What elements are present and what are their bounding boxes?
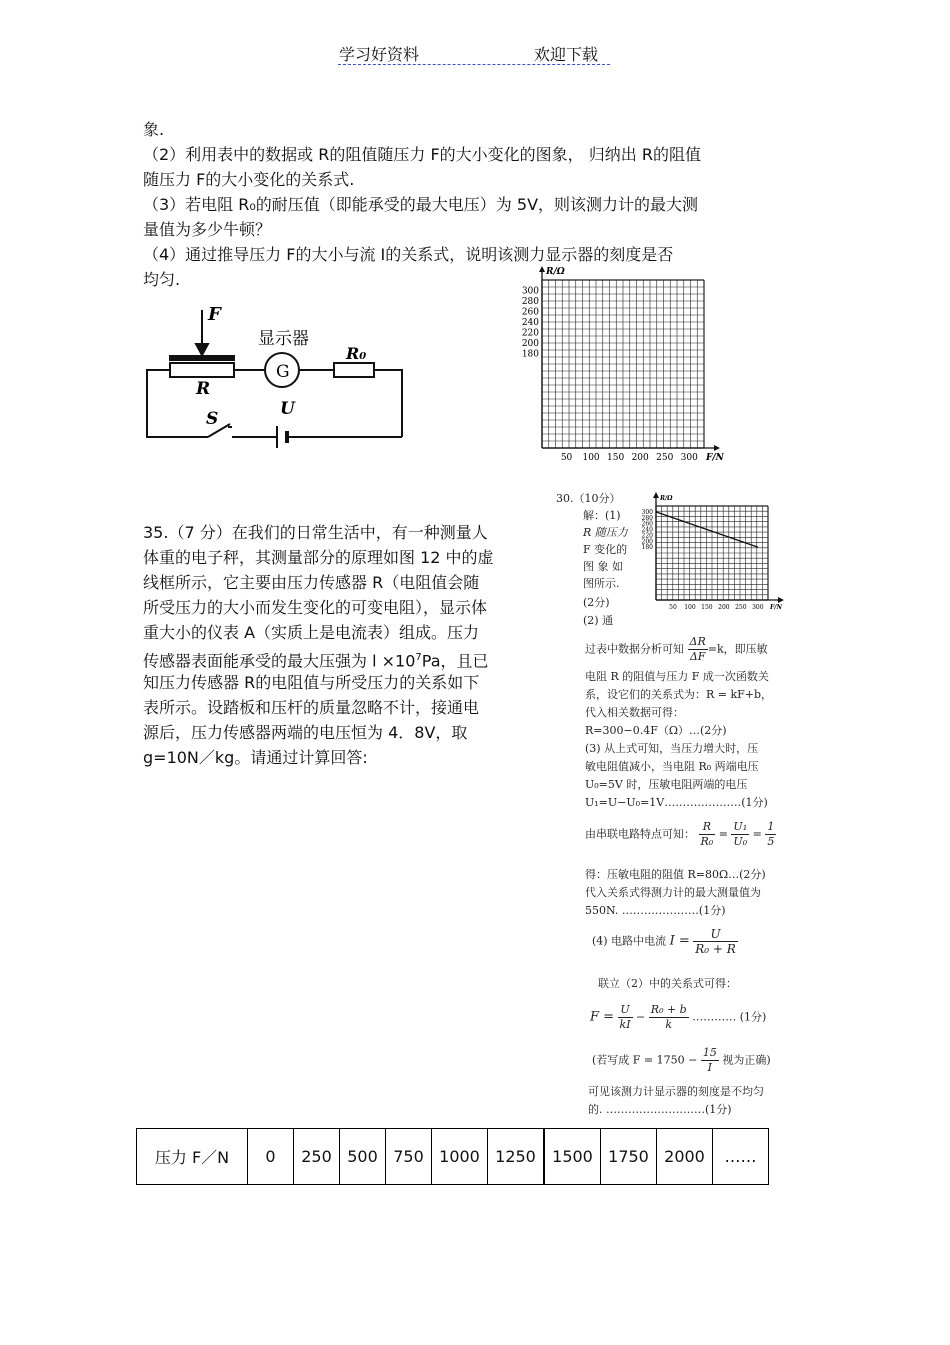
- y-tick-label: 300: [521, 286, 539, 297]
- answer-text: 由串联电路特点可知：: [585, 827, 695, 841]
- x-tick-label: 250: [656, 453, 674, 463]
- answer-line: 电阻 R 的阻值与压力 F 成一次函数关: [585, 670, 769, 683]
- numerator: R₀ + b: [650, 1003, 687, 1016]
- answer-line: U₁=U−U₀=1V…………………(1分): [585, 796, 768, 809]
- x-tick-label: 300: [680, 453, 698, 463]
- fraction: [731, 820, 749, 849]
- blank-graph: [508, 267, 724, 464]
- denominator: R₀: [700, 835, 714, 848]
- x-tick-label: 50: [560, 453, 573, 463]
- q35-line: 体重的电子秤，其测量部分的原理如图 12 中的虚: [143, 548, 494, 567]
- fraction: [693, 927, 738, 956]
- answer-line: [585, 635, 768, 664]
- header-divider: [338, 64, 610, 65]
- question-text-line: 随压力 F的大小变化的关系式.: [143, 170, 355, 189]
- fraction: [699, 820, 716, 849]
- y-axis-label: R/Ω: [660, 495, 673, 502]
- answer-line: 代入相关数据可得：: [585, 706, 684, 719]
- x-tick-label: 150: [607, 453, 625, 463]
- y-tick-label: 180: [641, 544, 653, 552]
- answer-line: R=300−0.4F（Ω）…(2分): [585, 724, 727, 737]
- r0-label: R₀: [346, 344, 367, 363]
- y-tick-label: 240: [641, 526, 653, 534]
- numerator: U: [618, 1003, 633, 1018]
- y-tick-label: 240: [521, 318, 539, 328]
- answer-text: (4) 电路中电流: [592, 934, 667, 948]
- answer-line: 系，设它们的关系式为：R = kF+b，: [585, 688, 773, 701]
- y-tick-label: 300: [641, 508, 653, 516]
- q35-exponent: 7: [415, 652, 422, 663]
- display-label: 显示器: [258, 329, 309, 349]
- answer-line: R 随压力: [583, 526, 628, 539]
- force-label: F: [208, 304, 221, 325]
- table-cell: 750: [386, 1129, 432, 1185]
- answer-line: U₀=5V 时，压敏电阻两端的电压: [585, 778, 748, 791]
- x-tick-label: 150: [701, 604, 713, 611]
- answer-line: 得：压敏电阻的阻值 R=80Ω…(2分): [585, 868, 766, 881]
- x-tick-label: 200: [718, 604, 730, 611]
- x-axis-label: F/N: [770, 604, 782, 611]
- table-cell: 1750: [601, 1129, 657, 1185]
- answer-line: 敏电阻值减小，当电阻 R₀ 两端电压: [585, 760, 759, 773]
- answer-line: 联立（2）中的关系式可得：: [598, 977, 737, 990]
- answer-line: 图 象 如: [583, 560, 623, 573]
- q35-line: 线框所示，它主要由压力传感器 R（电阻值会随: [143, 573, 480, 592]
- y-tick-label: 200: [521, 339, 539, 349]
- header-right: 欢迎下载: [534, 45, 599, 64]
- answer-line: [592, 1046, 771, 1075]
- voltage-label: U: [280, 399, 295, 419]
- header-left: 学习好资料: [339, 45, 420, 64]
- answer-text: (若写成 F = 1750 −: [592, 1053, 698, 1067]
- answer-graph: [628, 486, 796, 620]
- answer-line: F 变化的: [583, 543, 628, 556]
- x-tick-label: 100: [684, 604, 696, 611]
- denominator: 5: [767, 835, 775, 848]
- question-text-line: （2）利用表中的数据或 R的阻值随压力 F的大小变化的图象， 归纳出 R的阻值: [143, 145, 701, 164]
- answer-line: 可见该测力计显示器的刻度是不均匀: [588, 1085, 764, 1098]
- answer-text: 过表中数据分析可知: [585, 642, 684, 656]
- numerator: ΔR: [689, 635, 706, 648]
- q35-line: 源后，压力传感器两端的电压恒为 4．8V，取: [143, 723, 468, 742]
- question-text-line: 量值为多少牛顿？: [143, 220, 272, 239]
- denominator: kI: [619, 1018, 631, 1031]
- fraction: [618, 1003, 633, 1032]
- table-cell: 500: [340, 1129, 386, 1185]
- table-cell: 1000: [432, 1129, 488, 1185]
- table-row: [137, 1129, 769, 1185]
- denominator: I: [707, 1061, 713, 1074]
- answer-line: 550N. …………………(1分): [585, 904, 726, 917]
- y-tick-label: 280: [521, 297, 539, 307]
- x-axis-label: F/N: [706, 453, 724, 463]
- denominator: k: [665, 1018, 673, 1031]
- table-header-cell: 压力 F／N: [137, 1129, 248, 1185]
- q35-line: 35.（7 分）在我们的日常生活中，有一种测量人: [143, 523, 488, 542]
- q35-line: 表所示。设踏板和压杆的质量忽略不计，接通电: [143, 698, 480, 717]
- x-axis-arrow: [778, 597, 784, 603]
- y-tick-label: 260: [521, 307, 539, 318]
- answer-line: 的. ………………………(1分): [588, 1103, 732, 1116]
- numerator: R: [699, 820, 716, 835]
- switch-label: S: [206, 409, 219, 429]
- answer-line: [592, 927, 738, 956]
- circuit-diagram: [140, 300, 410, 460]
- y-tick-label: 180: [521, 349, 539, 360]
- answer-line: (3) 从上式可知，当压力增大时，压: [585, 742, 759, 755]
- q35-line: 所受压力的大小而发生变化的可变电阻），显示体: [143, 598, 488, 617]
- x-tick-label: 250: [735, 604, 747, 611]
- y-tick-label: 280: [641, 514, 653, 522]
- answer-line: 由串联电路特点可知： $\frac{R}{\text{R₀}}$ = $\frac{\text{U₁}}{\text{U₀}}$ = $\frac{1}{5}$: [585, 820, 775, 848]
- answer-text: ………… (1分): [692, 1010, 767, 1024]
- answer-text: =k，即压敏: [707, 642, 768, 656]
- answer-text: F =: [590, 1009, 615, 1025]
- table-cell: 0: [248, 1129, 294, 1185]
- table-cell: ……: [713, 1129, 769, 1185]
- y-tick-label: 200: [641, 538, 653, 546]
- answer-line: F = $\frac{U}{kI}$ − $\frac{\text{R₀ + b}}{k}$ ………… (1分): [590, 1003, 767, 1031]
- answer-line: 解：(1): [583, 509, 621, 522]
- fraction: [701, 1046, 719, 1075]
- relation-line: [656, 512, 758, 547]
- answer-line: 图所示.: [583, 577, 620, 590]
- x-tick-label: 100: [582, 453, 600, 463]
- y-axis-arrow: [653, 492, 659, 498]
- x-tick-label: 50: [669, 604, 677, 611]
- answer-text: 视为正确): [722, 1053, 771, 1067]
- denominator: ΔF: [689, 650, 706, 663]
- y-tick-label: 260: [641, 520, 653, 528]
- x-tick-label: 200: [631, 453, 649, 463]
- q35-text: 传感器表面能承受的最大压强为 l ×10: [143, 651, 416, 671]
- page-header: [0, 42, 950, 72]
- y-tick-label: 220: [641, 532, 653, 540]
- question-text-line: 均匀.: [143, 270, 181, 289]
- y-tick-label: 220: [521, 328, 539, 339]
- fraction: [765, 820, 776, 849]
- answer-line: (2分): [583, 596, 610, 609]
- table-cell: 250: [294, 1129, 340, 1185]
- answer-line: 代入关系式得测力计的最大测量值为: [585, 886, 761, 899]
- table-cell: 2000: [657, 1129, 713, 1185]
- answer-text: I =: [669, 933, 690, 949]
- question-text-line: （3）若电阻 R₀的耐压值（即能承受的最大电压）为 5V，则该测力计的最大测: [143, 195, 699, 214]
- galvanometer-label: G: [276, 362, 290, 382]
- q35-line: g=10N／kg。请通过计算回答:: [143, 748, 368, 767]
- numerator: 15: [702, 1046, 717, 1059]
- numerator: U₁: [733, 820, 748, 833]
- answer-line: 30.（10分）: [556, 492, 621, 505]
- fraction: [688, 635, 708, 664]
- question-text-line: 象.: [143, 120, 165, 139]
- question-text-line: （4）通过推导压力 F的大小与流 I的关系式，说明该测力显示器的刻度是否: [143, 245, 674, 264]
- denominator: U₀: [733, 835, 748, 848]
- numerator: 1: [767, 820, 775, 833]
- table-cell: 1250: [488, 1129, 545, 1185]
- q35-line: 知压力传感器 R的电阻值与所受压力的关系如下: [143, 673, 480, 692]
- table-cell: 1500: [544, 1129, 601, 1185]
- r-label: R: [196, 379, 211, 399]
- answer-line: (2) 通: [583, 614, 614, 627]
- fraction: [649, 1003, 689, 1032]
- force-resistance-table: [136, 1128, 769, 1185]
- x-tick-label: 300: [752, 604, 764, 611]
- denominator: R₀ + R: [695, 942, 736, 956]
- q35-line: 重大小的仪表 A（实质上是电流表）组成。压力: [143, 623, 480, 642]
- x-axis-arrow: [714, 445, 720, 451]
- q35-text: Pa，且已: [421, 651, 489, 671]
- y-axis-label: R/Ω: [546, 267, 565, 277]
- numerator: U: [693, 927, 738, 942]
